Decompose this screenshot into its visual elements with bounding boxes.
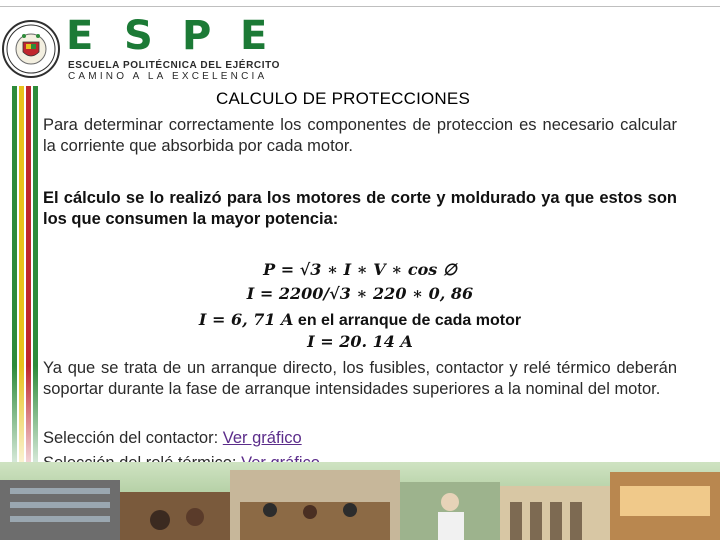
contactor-graph-link[interactable]: Ver gráfico	[222, 429, 302, 447]
bold-note: El cálculo se lo realizó para los motores de corte y moldurado ya que estos son los que consumen la mayor potencia:	[43, 189, 677, 228]
school-motto: CAMINO A LA EXCELENCIA	[68, 71, 268, 82]
university-seal-icon	[2, 20, 60, 78]
brand-letter: S	[124, 13, 153, 59]
brand-letter: E	[66, 13, 94, 59]
contactor-selection	[43, 428, 302, 449]
brand-letter: P	[182, 13, 212, 59]
explanation-paragraph: Ya que se trata de un arranque directo, los fusibles, contactor y relé térmico deberán soportar durante la fase de arranque intensidades superiores a la nominal del motor.	[43, 359, 677, 398]
top-divider	[0, 6, 720, 7]
equation-result: I = 20. 14 A	[307, 332, 413, 351]
intro-paragraph: Para determinar correctamente los componentes de proteccion es necesario calcular la corriente que absorbida por cada motor.	[43, 116, 677, 155]
contactor-label: Selección del contactor:	[43, 429, 223, 447]
equation-start-text: en el arranque de cada motor	[293, 312, 522, 329]
equation-power: P = √3 ∗ I ∗ V ∗ cos ∅	[263, 260, 457, 279]
slide-title: CALCULO DE PROTECCIONES	[216, 89, 470, 108]
brand-letter: E	[240, 13, 268, 59]
equation-start-value: I = 6, 71 A	[198, 310, 294, 329]
brand-header	[66, 13, 326, 82]
campus-photo-strip	[0, 462, 720, 540]
equation-current: I = 2200/√3 ∗ 220 ∗ 0, 86	[246, 284, 474, 303]
school-name: ESCUELA POLITÉCNICA DEL EJÉRCITO	[68, 60, 281, 71]
brand-logo	[66, 13, 298, 59]
